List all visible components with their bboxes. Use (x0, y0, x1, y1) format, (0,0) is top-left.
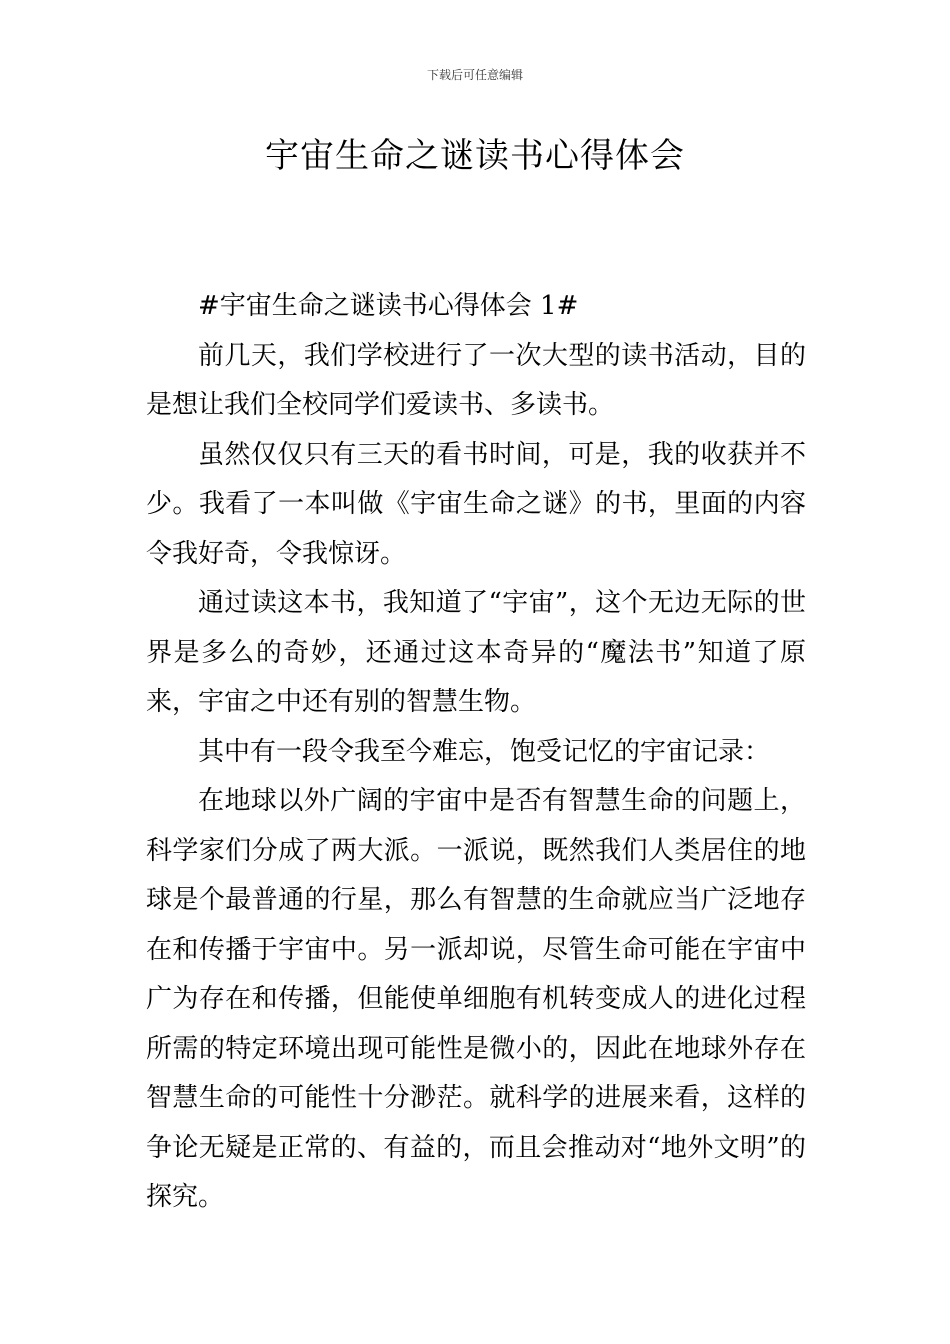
paragraph: 在地球以外广阔的宇宙中是否有智慧生命的问题上，科学家们分成了两大派。一派说，既然我们人类居住的地球是个最普通的行星，那么有智慧的生命就应当广泛地存在和传播于宇宙中。另一派却说，尽管生命可能在宇宙中广为存在和传播，但能使单细胞有机转变成人的进化过程所需的特定环境出现可能性是微小的，因此在地球外存在智慧生命的可能性十分渺茫。就科学的进展来看，这样的争论无疑是正常的、有益的，而且会推动对“地外文明”的探究。 (146, 786, 806, 1212)
paragraph: 通过读这本书，我知道了“宇宙”，这个无边无际的世界是多么的奇妙，还通过这本奇异的“魔法书”知道了原来，宇宙之中还有别的智慧生物。 (146, 588, 806, 717)
paragraph: 前几天，我们学校进行了一次大型的读书活动，目的是想让我们全校同学们爱读书、多读书。 (146, 340, 806, 420)
paragraph: 其中有一段令我至今难忘，饱受记忆的宇宙记录： (198, 736, 771, 767)
header-note: 下载后可任意编辑 (426, 68, 523, 82)
document-body (146, 282, 806, 1223)
document-title: 宇宙生命之谜读书心得体会 (265, 136, 685, 176)
paragraph: 虽然仅仅只有三天的看书时间，可是，我的收获并不少。我看了一本叫做《宇宙生命之谜》的书，里面的内容令我好奇，令我惊讶。 (146, 439, 806, 569)
section-heading: #宇宙生命之谜读书心得体会 1# (198, 291, 579, 321)
